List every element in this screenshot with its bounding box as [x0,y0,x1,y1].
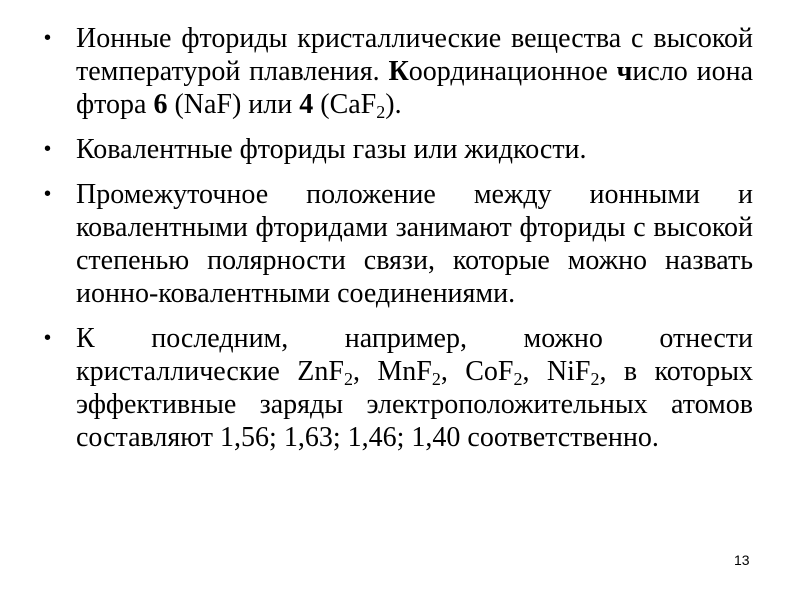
bullet-marker: • [44,327,52,349]
bullet-item-examples [44,322,753,454]
bullet-text: Ковалентные фториды газы или жидкости. [76,134,587,165]
bullet-marker: • [44,138,52,160]
bullet-text: Ионные фториды кристаллические вещества с высокой температурой плавления. Координационное число иона фтора 6 (NaF) или 4 (CaF$_2$). [76,23,754,122]
bullet-text: Промежуточное положение между ионными и ковалентными фторидами занимают фториды с высокой степенью полярности связи, которые можно назвать ионно-ковалентными соединениями. [76,179,753,309]
page-number: 13 [734,552,750,568]
bullet-text: К последним, например, можно отнести кристаллические ZnF$_2$, MnF$_2$, CoF$_2$, NiF$_2$, в которых эффективные заряды электроположительных атомов составляют 1,56; 1,63; 1,46; 1,40 соответственно. [76,323,754,453]
bullet-marker: • [44,27,52,49]
bullet-list [44,22,753,466]
bullet-item-intermediate-fluorides [44,178,753,310]
bullet-marker: • [44,183,52,205]
bullet-item-ionic-fluorides [44,22,753,121]
bullet-item-covalent-fluorides [44,133,753,166]
